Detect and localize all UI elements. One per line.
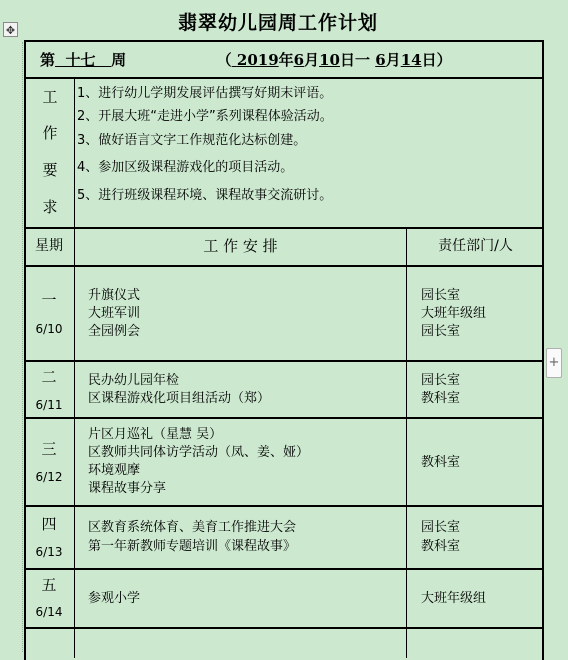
task-item: 全园例会 xyxy=(88,324,141,339)
day-name: 一 xyxy=(41,291,57,309)
requirement-item: 2、开展大班“走进小学”系列课程体验活动。 xyxy=(77,109,333,124)
day-separator: 日一 xyxy=(339,51,370,69)
requirements-label-char: 求 xyxy=(42,198,58,216)
owner-item: 园长室 xyxy=(421,520,461,535)
requirement-item: 3、做好语言文字工作规范化达标创建。 xyxy=(77,133,307,148)
owner-item: 大班年级组 xyxy=(421,591,487,606)
task-item: 区课程游戏化项目组活动（郑） xyxy=(88,391,271,406)
day-date: 6/14 xyxy=(35,605,63,619)
day-name: 二 xyxy=(41,368,57,386)
task-item: 区教师共同体访学活动（凤、姜、娅） xyxy=(88,445,310,460)
row-divider xyxy=(24,417,544,419)
header-owner: 责任部门/人 xyxy=(438,238,513,254)
row-divider xyxy=(24,627,544,629)
task-item: 环境观摩 xyxy=(88,463,141,478)
end-month-label: 月 xyxy=(385,51,401,69)
date-open: （ xyxy=(216,51,232,69)
end-day: 14 xyxy=(400,51,422,69)
week-number xyxy=(55,51,111,69)
margin-guide xyxy=(22,42,23,652)
requirements-label-char: 工 xyxy=(42,88,58,106)
task-item: 课程故事分享 xyxy=(88,481,167,496)
day-date: 6/11 xyxy=(35,398,63,412)
row-divider xyxy=(24,227,544,229)
column-divider xyxy=(406,228,407,658)
task-item: 参观小学 xyxy=(88,591,141,606)
row-divider xyxy=(24,360,544,362)
page-title: 翡翠幼儿园周工作计划 xyxy=(177,12,378,34)
start-month: 6 xyxy=(293,51,305,69)
requirement-item: 5、进行班级课程环境、课程故事交流研讨。 xyxy=(77,188,333,203)
requirements-label-char: 要 xyxy=(42,161,58,179)
owner-item: 教科室 xyxy=(421,539,461,554)
day-date: 6/10 xyxy=(35,322,63,336)
day-name: 三 xyxy=(41,440,57,458)
add-row-icon[interactable]: + xyxy=(546,348,562,378)
owner-item: 教科室 xyxy=(421,455,461,470)
owner-item: 园长室 xyxy=(421,288,461,303)
table-move-handle-icon[interactable]: ✥ xyxy=(3,22,18,37)
day-date: 6/13 xyxy=(35,545,63,559)
end-month: 6 xyxy=(375,51,386,69)
week-prefix: 第 xyxy=(40,51,56,69)
week-year xyxy=(232,51,279,69)
owner-item: 大班年级组 xyxy=(421,306,487,321)
month-label: 月 xyxy=(304,51,320,69)
task-item: 民办幼儿园年检 xyxy=(88,373,180,388)
row-divider xyxy=(24,77,544,79)
day-name: 五 xyxy=(41,576,57,594)
row-divider xyxy=(24,568,544,570)
task-item: 大班军训 xyxy=(88,306,141,321)
owner-item: 教科室 xyxy=(421,391,461,406)
week-year-text: 2019 xyxy=(236,51,279,69)
owner-item: 园长室 xyxy=(421,324,461,339)
owner-item: 园长室 xyxy=(421,373,461,388)
week-number-text: 十七 xyxy=(65,51,96,69)
requirement-item: 1、进行幼儿学期发展评估撰写好期末评语。 xyxy=(77,86,333,101)
row-divider xyxy=(24,505,544,507)
year-label: 年 xyxy=(278,51,294,69)
week-suffix: 周 xyxy=(111,51,127,69)
column-divider xyxy=(74,228,75,658)
requirements-label-char: 作 xyxy=(42,124,58,142)
requirement-item: 4、参加区级课程游戏化的项目活动。 xyxy=(77,160,294,175)
day-name: 四 xyxy=(41,515,57,533)
task-item: 片区月巡礼（星慧 吴） xyxy=(88,427,223,442)
header-work: 工 作 安 排 xyxy=(203,237,278,255)
start-day: 10 xyxy=(319,51,340,69)
day-date: 6/12 xyxy=(35,470,63,484)
date-close: 日） xyxy=(421,51,452,69)
task-item: 第一年新教师专题培训《课程故事》 xyxy=(88,539,297,554)
week-line xyxy=(40,49,452,70)
task-item: 升旗仪式 xyxy=(88,288,141,303)
column-divider xyxy=(74,78,75,228)
header-day: 星期 xyxy=(35,238,63,254)
row-divider xyxy=(24,265,544,267)
task-item: 区教育系统体育、美育工作推进大会 xyxy=(88,520,297,535)
